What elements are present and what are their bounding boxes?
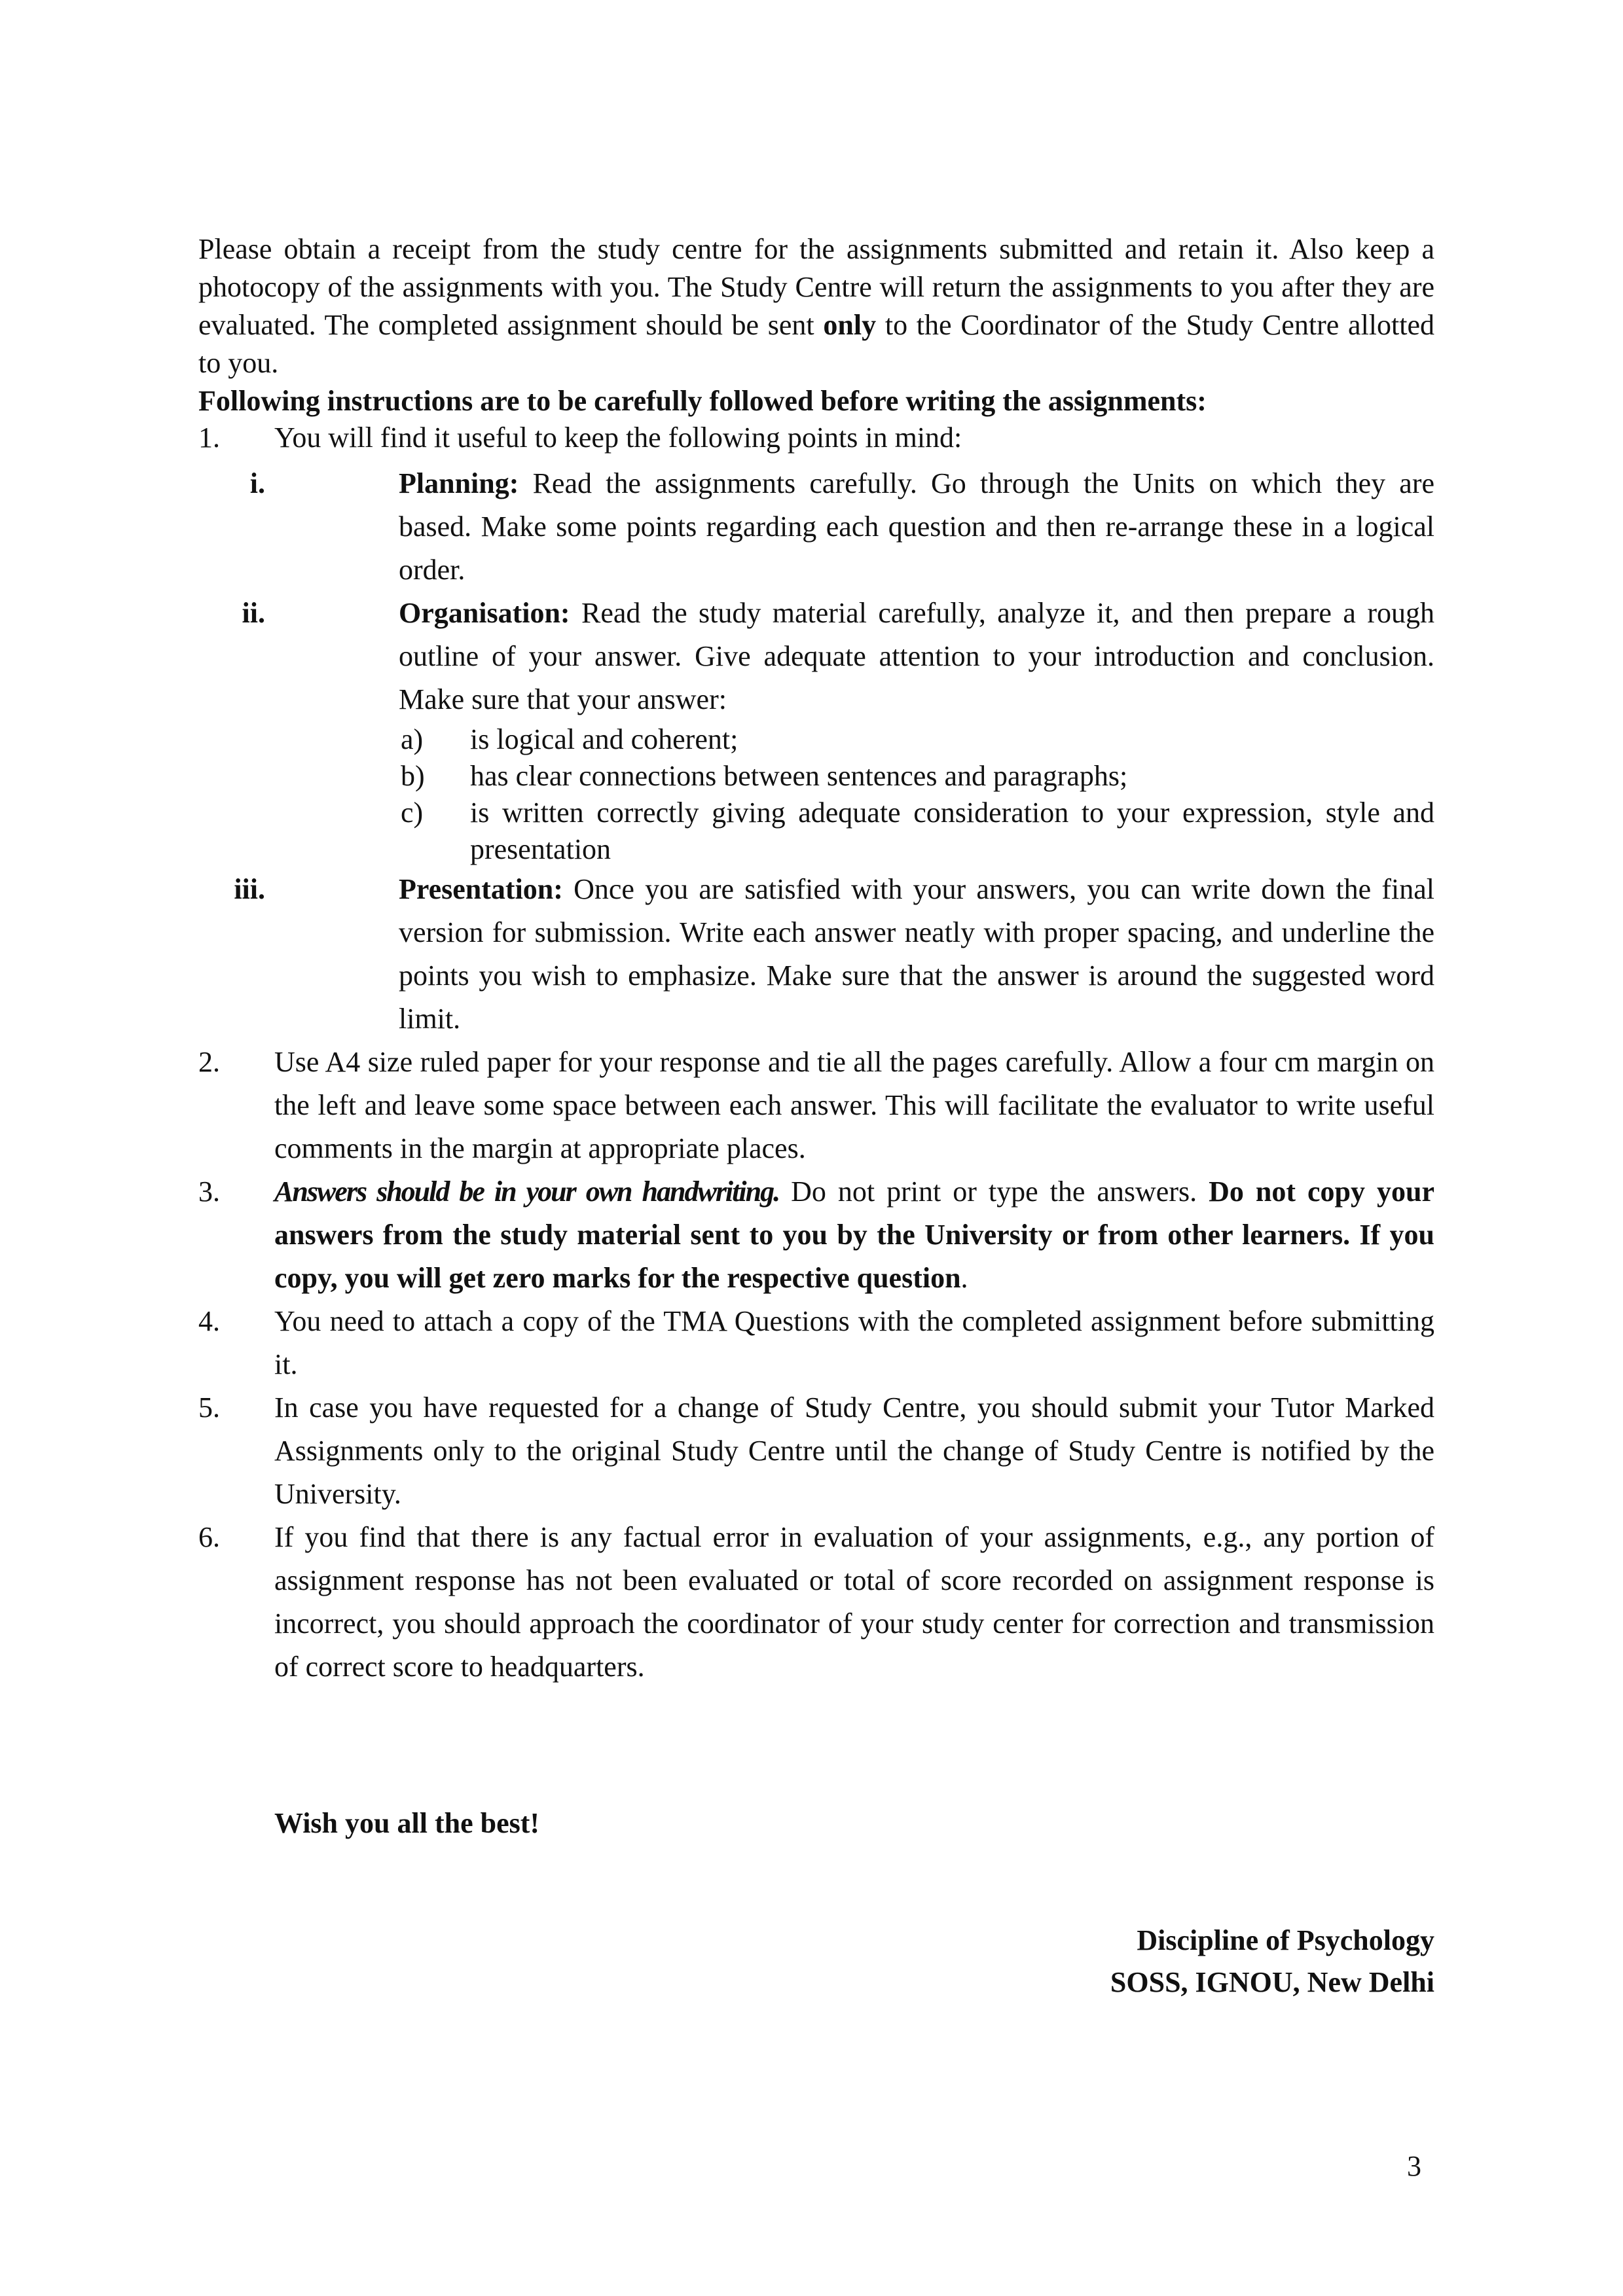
list-item (198, 1170, 1434, 1300)
sub-item-presentation (234, 868, 1434, 1041)
handwriting-emphasis: Answers should be in your own handwriting. (274, 1175, 780, 1208)
item-number: 5. (198, 1391, 220, 1424)
closing-wish: Wish you all the best! (274, 1807, 540, 1839)
point-text: has clear connections between sentences and paragraphs; (470, 760, 1128, 792)
sub-item-organisation (242, 592, 1434, 721)
point-text: is written correctly giving adequate consideration to your expression, style and presentation (470, 797, 1434, 865)
point-letter: b) (401, 760, 425, 792)
sub-item-planning (249, 462, 1434, 592)
point-letter: c) (401, 797, 424, 829)
item-number: 4. (198, 1305, 220, 1337)
item-text: You need to attach a copy of the TMA Questions with the completed assignment before submitting it. (274, 1305, 1434, 1380)
item-text-end: . (960, 1262, 968, 1294)
item-text: You will find it useful to keep the following points in mind: (274, 422, 962, 454)
intro-bold-only: only (823, 309, 877, 341)
roman-numeral: ii. (242, 597, 265, 629)
item-text: If you find that there is any factual error in evaluation of your assignments, e.g., any portion of assignment response has not been evaluated or total of score recorded on assignment response is incorrect, you should approach the coordinator of your study center for correction and transmission of correct score to headquarters. (274, 1521, 1434, 1683)
item-text: Use A4 size ruled paper for your response and tie all the pages carefully. Allow a four cm margin on the left and leave some space between each answer. This will facilitate the evaluator to write useful comments in the margin at appropriate places. (274, 1046, 1434, 1164)
sub-item-text: Read the assignments carefully. Go through the Units on which they are based. Make some points regarding each question and then re-arrange these in a logical order. (399, 467, 1434, 586)
item-text-plain: Do not print or type the answers. (779, 1175, 1209, 1208)
point-item (278, 721, 1434, 758)
signature-line-institution: SOSS, IGNOU, New Delhi (1110, 1966, 1434, 1998)
signature-line-department: Discipline of Psychology (1137, 1924, 1434, 1956)
point-item (278, 795, 1434, 868)
item-number: 2. (198, 1046, 220, 1078)
item-text: In case you have requested for a change of Study Centre, you should submit your Tutor Marked Assignments only to the original Study Centre until the change of Study Centre is notified by the University. (274, 1391, 1434, 1510)
page-number: 3 (1407, 2150, 1421, 2182)
list-item (198, 1516, 1434, 1689)
signature-block (1110, 1920, 1434, 2003)
sub-list (198, 462, 1434, 1041)
point-item (278, 758, 1434, 795)
sub-item-label: Organisation: (399, 597, 570, 629)
item-number: 3. (198, 1175, 220, 1208)
sub-item-label: Presentation: (399, 873, 563, 905)
instructions-heading: Following instructions are to be carefully followed before writing the assignments: (198, 385, 1207, 417)
roman-numeral: i. (249, 467, 265, 499)
intro-section (198, 230, 1434, 420)
points-list (274, 721, 1434, 868)
instructions-list (198, 419, 1434, 1689)
sub-item-text: Read the study material carefully, analyze it, and then prepare a rough outline of your answer. Give adequate attention to your introduction and conclusion. Make sure that your answer: (399, 597, 1434, 715)
list-item (198, 1041, 1434, 1170)
list-item (198, 1386, 1434, 1516)
point-letter: a) (401, 723, 424, 755)
roman-numeral: iii. (234, 873, 265, 905)
sub-item-label: Planning: (399, 467, 519, 499)
sub-item-text: Once you are satisfied with your answers, you can write down the final version for submission. Write each answer neatly with proper spacing, and underline the points you wish to emphasize. Make sure that the answer is around the suggested word limit. (399, 873, 1434, 1035)
item-text (274, 1170, 1434, 1300)
intro-text: Please obtain a receipt from the study centre for the assignments submitted and retain it. Also keep a photocopy of the assignments with you. The Study Centre will return the assignments to you after they are evaluated. The completed assignment should be sent (198, 233, 1434, 341)
item-number: 6. (198, 1521, 220, 1553)
intro-text-end: to the Coordinator of the Study Centre allotted to you. (198, 309, 1435, 379)
list-item (198, 419, 1434, 457)
point-text: is logical and coherent; (470, 723, 739, 755)
list-item (198, 1300, 1434, 1386)
item-text-bold: Do not copy your answers from the study material sent to you by the University or from other learners. If you copy, you will get zero marks for the respective question (274, 1175, 1435, 1294)
intro-paragraph (198, 230, 1434, 382)
item-number: 1. (198, 422, 220, 454)
